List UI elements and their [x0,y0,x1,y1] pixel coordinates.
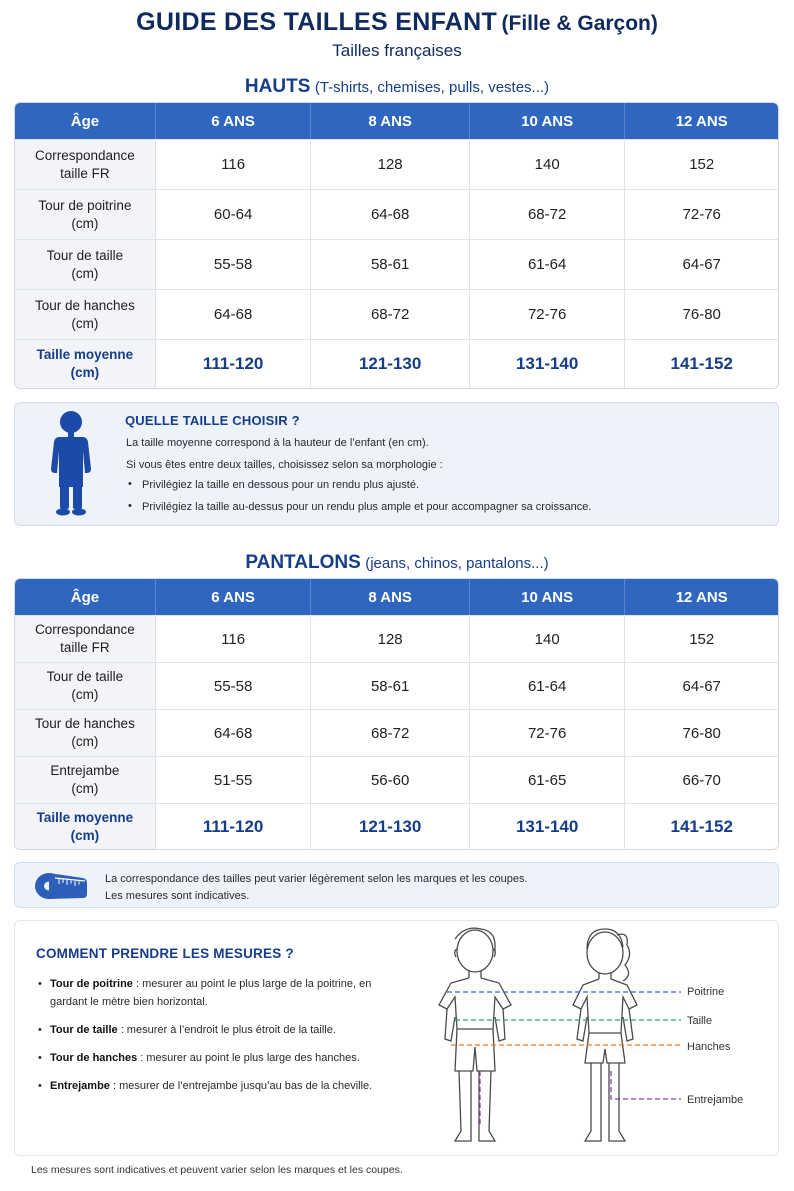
table-cell: 64-68 [156,289,312,339]
diagram-label-inseam: Entrejambe [687,1094,744,1106]
how-to-measure-title: COMMENT PRENDRE LES MESURES ? [36,946,294,961]
row-label-line: Tour de poitrine [38,197,132,213]
size-choice-bullets [126,479,591,523]
section-heading-pantalons [0,552,794,574]
row-label-line: (cm) [71,315,99,331]
column-header: 12 ANS [625,103,778,139]
row-label [15,662,156,709]
table-cell: 56-60 [311,756,470,803]
column-header: 8 ANS [311,103,470,139]
section-heading-hauts [0,76,794,98]
table-cell: 58-61 [311,662,470,709]
measure-desc: : mesurer au point le plus large des hanches. [137,1052,360,1064]
variation-note-text: Les mesures sont indicatives. [105,890,250,902]
row-label [15,239,156,289]
row-label-line: Correspondance [35,622,135,637]
table-cell: 72-76 [470,709,626,756]
table-cell: 61-64 [470,662,626,709]
table-cell: 55-58 [156,662,312,709]
measure-desc: : mesurer de l’entrejambe jusqu’au bas de la cheville. [109,1080,373,1092]
row-label-line: Tour de taille [46,247,124,263]
table-cell: 64-68 [156,709,312,756]
row-label-line: Tour de taille [46,669,124,684]
measure-term: Tour de poitrine [50,978,133,990]
table-row [15,289,778,339]
table-cell: 111-120 [156,339,312,388]
measure-desc: : mesurer au point le plus large de la poitrine, en gardant le mètre bien horizontal. [50,978,372,1008]
row-label-line: (cm) [70,827,100,843]
measure-term: Entrejambe [50,1080,110,1092]
list-item: • Privilégiez la taille au-dessus pour un rendu plus ample et pour accompagner sa croissance. [126,501,591,513]
row-label [15,803,156,849]
table-cell: 60-64 [156,189,312,239]
table-row [15,139,778,189]
footer-disclaimer: Les mesures sont indicatives et peuvent varier selon les marques et les coupes. [31,1164,403,1176]
table-cell: 55-58 [156,239,312,289]
boy-figure-illustration [439,928,511,1141]
list-item [36,1049,406,1067]
table-cell: 111-120 [156,803,312,849]
table-cell: 64-67 [625,662,778,709]
row-label [15,139,156,189]
row-label [15,756,156,803]
column-header: 6 ANS [156,103,312,139]
size-choice-panel [14,402,779,526]
section-heading-pantalons-sub: (jeans, chinos, pantalons...) [365,555,549,572]
row-label-line: Entrejambe [50,763,120,778]
table-cell: 121-130 [311,803,470,849]
measure-desc: : mesurer à l’endroit le plus étroit de la taille. [117,1024,336,1036]
measurement-diagram [425,921,775,1155]
table-cell: 61-65 [470,756,626,803]
table-cell: 131-140 [470,803,626,849]
pantalons-size-table [14,578,779,850]
table-cell: 76-80 [625,289,778,339]
row-label-line: (cm) [71,687,99,702]
table-row [15,756,778,803]
girl-figure-illustration [573,929,637,1141]
table-row [15,709,778,756]
table-cell: 140 [470,615,626,662]
table-cell: 152 [625,615,778,662]
section-heading-hauts-sub: (T-shirts, chemises, pulls, vestes...) [314,79,550,96]
column-header: 10 ANS [470,579,626,615]
measure-term: Tour de hanches [50,1052,138,1064]
row-label-line: (cm) [71,215,99,231]
row-label [15,339,156,388]
table-cell: 72-76 [625,189,778,239]
table-cell: 152 [625,139,778,189]
list-item: • Privilégiez la taille en dessous pour un rendu plus ajusté. [126,479,591,491]
row-label-line: Taille moyenne [36,347,134,362]
table-row-average-height [15,339,778,388]
section-heading-hauts-title: HAUTS [244,76,311,97]
row-label-line: taille FR [60,165,110,181]
size-choice-title: QUELLE TAILLE CHOISIR ? [125,413,300,428]
page-subtitle: Tailles françaises [332,41,462,60]
size-choice-text: La taille moyenne correspond à la hauteur de l’enfant (en cm). [126,437,429,449]
table-cell: 58-61 [311,239,470,289]
column-header: Âge [15,103,156,139]
table-cell: 128 [311,139,470,189]
variation-note-text: La correspondance des tailles peut varier légèrement selon les marques et les coupes. [105,873,528,885]
table-cell: 131-140 [470,339,626,388]
list-item [36,1077,406,1095]
table-cell: 140 [470,139,626,189]
table-cell: 76-80 [625,709,778,756]
column-header: 6 ANS [156,579,312,615]
table-cell: 128 [311,615,470,662]
column-header: 10 ANS [470,103,626,139]
row-label-line: Tour de hanches [35,297,135,313]
page-title-paren: (Fille & Garçon) [501,12,658,35]
measurement-lines [447,992,681,1126]
column-header: 8 ANS [311,579,470,615]
diagram-label-hips: Hanches [687,1041,731,1053]
table-row-average-height [15,803,778,849]
variation-note-panel [14,862,779,908]
table-cell: 61-64 [470,239,626,289]
page-title-main: GUIDE DES TAILLES ENFANT [136,8,498,36]
inseam-line [611,1071,681,1099]
table-cell: 66-70 [625,756,778,803]
table-cell: 64-68 [311,189,470,239]
measuring-tape-icon [33,870,89,902]
row-label [15,189,156,239]
table-cell: 116 [156,615,312,662]
row-label-line: taille FR [60,640,110,655]
row-label-line: (cm) [71,265,99,281]
row-label-line: (cm) [71,734,99,749]
table-row [15,239,778,289]
row-label-line: (cm) [70,365,100,380]
diagram-label-chest: Poitrine [687,986,725,998]
row-label-line: Correspondance [35,147,135,163]
diagram-label-waist: Taille [687,1015,713,1027]
table-cell: 141-152 [625,339,778,388]
how-to-measure-panel [14,920,779,1156]
column-header: 12 ANS [625,579,778,615]
table-cell: 116 [156,139,312,189]
row-label [15,709,156,756]
row-label [15,289,156,339]
table-row [15,662,778,709]
table-row [15,189,778,239]
column-header: Âge [15,579,156,615]
table-row [15,615,778,662]
size-choice-text: Si vous êtes entre deux tailles, choisissez selon sa morphologie : [126,459,443,471]
row-label [15,615,156,662]
section-heading-pantalons-title: PANTALONS [245,552,361,573]
table-cell: 121-130 [311,339,470,388]
table-cell: 68-72 [311,289,470,339]
list-item [36,975,406,1011]
hauts-size-table [14,102,779,389]
row-label-line: (cm) [71,781,99,796]
page-title [0,8,794,37]
table-header-row [15,579,778,615]
table-cell: 51-55 [156,756,312,803]
table-header-row [15,103,778,139]
table-cell: 68-72 [470,189,626,239]
row-label-line: Taille moyenne [36,809,134,825]
table-cell: 72-76 [470,289,626,339]
table-cell: 64-67 [625,239,778,289]
list-item [36,1021,406,1039]
how-to-measure-list [36,975,406,1105]
table-cell: 141-152 [625,803,778,849]
child-silhouette-icon [51,409,91,517]
measure-term: Tour de taille [50,1024,118,1036]
table-cell: 68-72 [311,709,470,756]
row-label-line: Tour de hanches [35,716,135,731]
